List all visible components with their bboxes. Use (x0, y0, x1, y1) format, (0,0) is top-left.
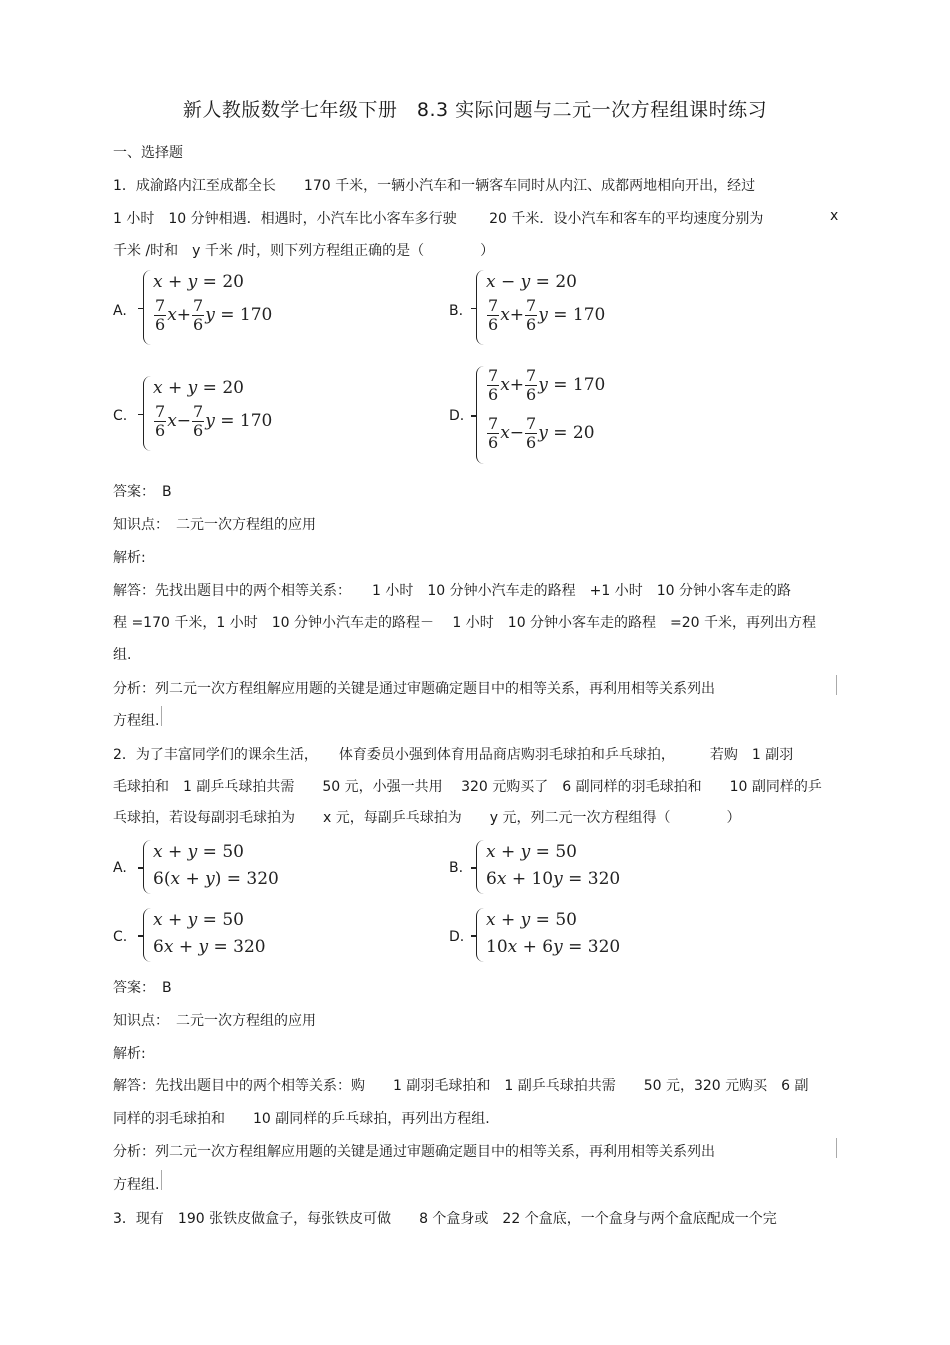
box-border (161, 706, 162, 726)
q2-text-line: 毛球拍和 1 副乒乓球拍共需 50 元，小强一共用 320 元购买了 6 副同样的羽毛球拍和 10 副同样的乒 (113, 779, 822, 795)
q2-text-line: 2．为了丰富同学们的课余生活， 体育委员小强到体育用品商店购羽毛球拍和乒乓球拍， 若购 1 副羽 (113, 747, 794, 763)
q1-fenxi-line: 分析：列二元一次方程组解应用题的关键是通过审题确定题目中的相等关系，再利用相等关系列出 (113, 681, 715, 697)
q2-text-line: 乓球拍，若设每副羽毛球拍为 x 元，每副乒乓球拍为 y 元，列二元一次方程组得（ ） (113, 810, 741, 826)
q1-solution-line: 程 =170 千米，1 小时 10 分钟小汽车走的路程－ 1 小时 10 分钟小客车走的路程 =20 千米，再列出方程 (113, 615, 817, 631)
q1-text-line: 1 小时 10 分钟相遇．相遇时，小汽车比小客车多行驶 20 千米．设小汽车和客车的平均速度分别为 (113, 211, 764, 227)
q2-analysis-heading: 解析: (113, 1046, 146, 1062)
brace-icon (476, 908, 485, 962)
brace-icon (143, 840, 152, 894)
q3-text-line: 3．现有 190 张铁皮做盒子，每张铁皮可做 8 个盒身或 22 个盒底，一个盒身与两个盒底配成一个完 (113, 1211, 777, 1227)
q2-option-c-label: C. (113, 929, 128, 945)
q1-option-c-label: C. (113, 408, 128, 424)
q1-analysis-heading: 解析: (113, 550, 146, 566)
page-title: 新人教版数学七年级下册 8.3 实际问题与二元一次方程组课时练习 (182, 99, 768, 121)
q2-option-a-equation-system: x + y = 50 6(x + y) = 320 (143, 840, 283, 894)
q1-fenxi-line: 方程组. (113, 713, 160, 729)
box-border (161, 1170, 162, 1190)
q2-option-b-label: B. (449, 860, 464, 876)
q1-option-d-label: D. (449, 408, 465, 424)
brace-icon (143, 908, 152, 962)
q1-option-c-equation-system: x + y = 20 $\frac{7}{6}$ x− $\frac{7}{6}$ y = 170 (143, 376, 283, 451)
box-border (836, 675, 837, 695)
q1-solution-line: 组. (113, 647, 132, 663)
q1-text-line: 1．成渝路内江至成都全长 170 千米，一辆小汽车和一辆客车同时从内江、成都两地相向开出，经过 (113, 178, 756, 194)
q2-option-d-equation-system: x + y = 50 10x + 6y = 320 (476, 908, 616, 962)
q2-solution-line: 同样的羽毛球拍和 10 副同样的乒乓球拍，再列出方程组. (113, 1111, 490, 1127)
brace-icon (476, 366, 485, 464)
q1-knowledge-point: 知识点： 二元一次方程组的应用 (113, 517, 316, 533)
brace-icon (476, 840, 485, 894)
q2-option-a-label: A. (113, 860, 127, 876)
q2-option-d-label: D. (449, 929, 465, 945)
q1-option-a-equation-system: x + y = 20 $\frac{7}{6}$ x+ $\frac{7}{6}$ y = 170 (143, 270, 283, 345)
q1-option-b-label: B. (449, 303, 464, 319)
q1-option-a-label: A. (113, 303, 127, 319)
q1-option-d-equation-system: $\frac{7}{6}$ x+ $\frac{7}{6}$ y = 170 $\frac{7}{6}$ x− $\frac{7}{6}$ y = 20 (476, 366, 616, 464)
brace-icon (143, 376, 152, 451)
q2-fenxi-line: 方程组. (113, 1177, 160, 1193)
q2-answer: 答案： B (113, 980, 172, 996)
q2-option-c-equation-system: x + y = 50 6x + y = 320 (143, 908, 283, 962)
q1-option-b-equation-system: x − y = 20 $\frac{7}{6}$ x+ $\frac{7}{6}$ y = 170 (476, 270, 616, 345)
q2-option-b-equation-system: x + y = 50 6x + 10y = 320 (476, 840, 616, 894)
box-border (836, 1138, 837, 1158)
q2-solution-line: 解答：先找出题目中的两个相等关系：购 1 副羽毛球拍和 1 副乒乓球拍共需 50 元，320 元购买 6 副 (113, 1078, 809, 1094)
section-heading: 一、选择题 (113, 145, 183, 161)
brace-icon (143, 270, 152, 345)
q1-text-variable: x (830, 208, 839, 224)
brace-icon (476, 270, 485, 345)
q2-knowledge-point: 知识点： 二元一次方程组的应用 (113, 1013, 316, 1029)
q1-text-line: 千米 /时和 y 千米 /时，则下列方程组正确的是（ ） (113, 243, 495, 259)
q1-solution-line: 解答：先找出题目中的两个相等关系： 1 小时 10 分钟小汽车走的路程 +1 小时 10 分钟小客车走的路 (113, 583, 791, 599)
q1-answer: 答案： B (113, 484, 172, 500)
q2-fenxi-line: 分析：列二元一次方程组解应用题的关键是通过审题确定题目中的相等关系，再利用相等关系列出 (113, 1144, 715, 1160)
